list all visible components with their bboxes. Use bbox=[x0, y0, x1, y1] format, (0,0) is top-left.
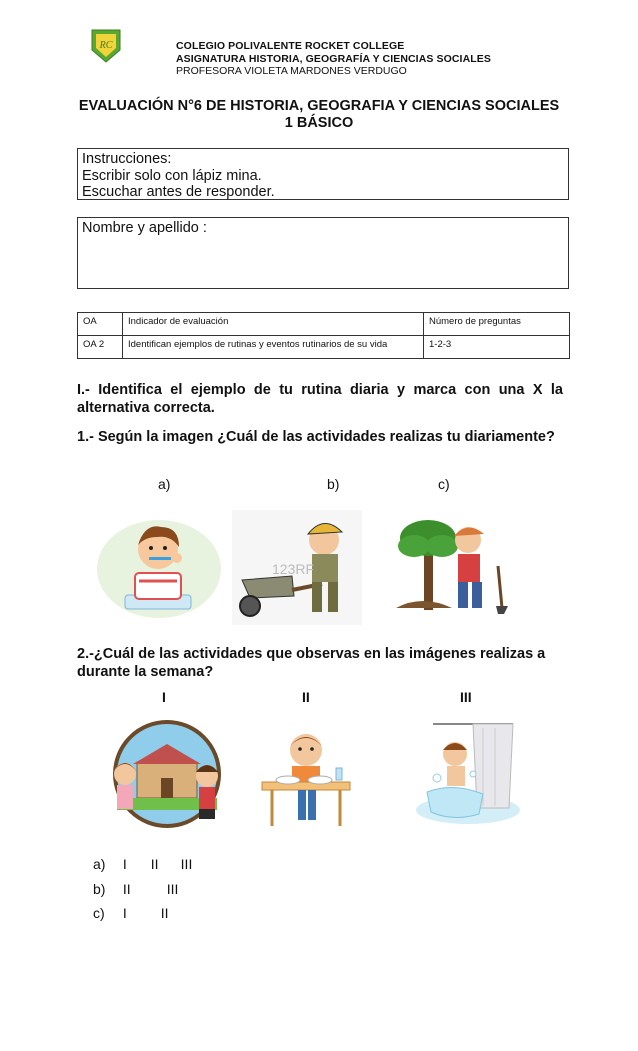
section-instruction: I.- Identifica el ejemplo de tu rutina diaria y marca con una X la alternativa correcta. bbox=[77, 382, 563, 416]
answer-option-b[interactable] bbox=[93, 881, 178, 897]
answer-letter: a) bbox=[93, 856, 106, 872]
q1-option-b[interactable]: b) bbox=[327, 476, 340, 492]
answer-item: II bbox=[150, 856, 159, 872]
answer-letter: c) bbox=[93, 905, 105, 921]
answer-item: II bbox=[160, 905, 169, 921]
oa-header: OA bbox=[78, 313, 123, 336]
q2-label-ii: II bbox=[302, 689, 310, 705]
going-to-school-illustration bbox=[103, 718, 229, 834]
answer-item: I bbox=[122, 905, 127, 921]
oa-table-header-row bbox=[78, 313, 570, 336]
question-count-cell: 1-2-3 bbox=[424, 336, 570, 359]
indicator-header: Indicador de evaluación bbox=[123, 313, 424, 336]
question-2: 2.-¿Cuál de las actividades que observas en las imágenes realizas a durante la semana? bbox=[77, 646, 546, 680]
exam-title-line2: 1 BÁSICO bbox=[284, 115, 354, 131]
bathing-illustration bbox=[413, 718, 523, 830]
worker-wheelbarrow-illustration bbox=[232, 510, 362, 625]
instructions-box bbox=[77, 148, 569, 200]
teacher-name: PROFESORA VIOLETA MARDONES VERDUGO bbox=[176, 65, 407, 77]
school-name: COLEGIO POLIVALENTE ROCKET COLLEGE bbox=[176, 40, 405, 52]
q2-label-iii: III bbox=[460, 689, 472, 705]
q2-label-i: I bbox=[162, 689, 166, 705]
q1-option-a[interactable]: a) bbox=[158, 476, 171, 492]
answer-item: I bbox=[122, 856, 127, 872]
answer-letter: b) bbox=[93, 881, 106, 897]
instructions-line1: Escribir solo con lápiz mina. bbox=[82, 167, 262, 184]
exam-title-line1: EVALUACIÓN N°6 DE HISTORIA, GEOGRAFIA Y CIENCIAS SOCIALES bbox=[78, 98, 560, 114]
table-row bbox=[78, 336, 570, 359]
indicator-cell: Identifican ejemplos de rutinas y eventos rutinarios de su vida bbox=[123, 336, 424, 359]
answer-item: II bbox=[122, 881, 131, 897]
subject-name: ASIGNATURA HISTORIA, GEOGRAFÍA Y CIENCIAS SOCIALES bbox=[176, 52, 491, 65]
exam-title bbox=[60, 98, 578, 132]
q1-option-c[interactable]: c) bbox=[438, 476, 450, 492]
question-count-header: Número de preguntas bbox=[424, 313, 570, 336]
watermark: 123RF bbox=[272, 561, 315, 577]
instructions-heading: Instrucciones: bbox=[82, 151, 172, 167]
oa-table bbox=[77, 312, 570, 359]
answer-option-c[interactable] bbox=[93, 905, 169, 921]
logo-text: RC bbox=[99, 40, 113, 51]
instructions-line2: Escuchar antes de responder. bbox=[82, 184, 275, 200]
school-header bbox=[176, 40, 491, 78]
answer-item: III bbox=[180, 856, 193, 872]
answer-option-a[interactable] bbox=[93, 856, 192, 872]
eating-illustration bbox=[258, 722, 354, 832]
planting-tree-illustration bbox=[392, 518, 522, 618]
school-logo bbox=[90, 28, 122, 64]
name-field-box[interactable] bbox=[77, 217, 569, 289]
name-field-label: Nombre y apellido : bbox=[82, 220, 207, 236]
question-1: 1.- Según la imagen ¿Cuál de las actividades realizas tu diariamente? bbox=[77, 429, 555, 445]
answer-item: III bbox=[166, 881, 179, 897]
brushing-teeth-illustration bbox=[95, 515, 223, 620]
oa-cell: OA 2 bbox=[78, 336, 123, 359]
